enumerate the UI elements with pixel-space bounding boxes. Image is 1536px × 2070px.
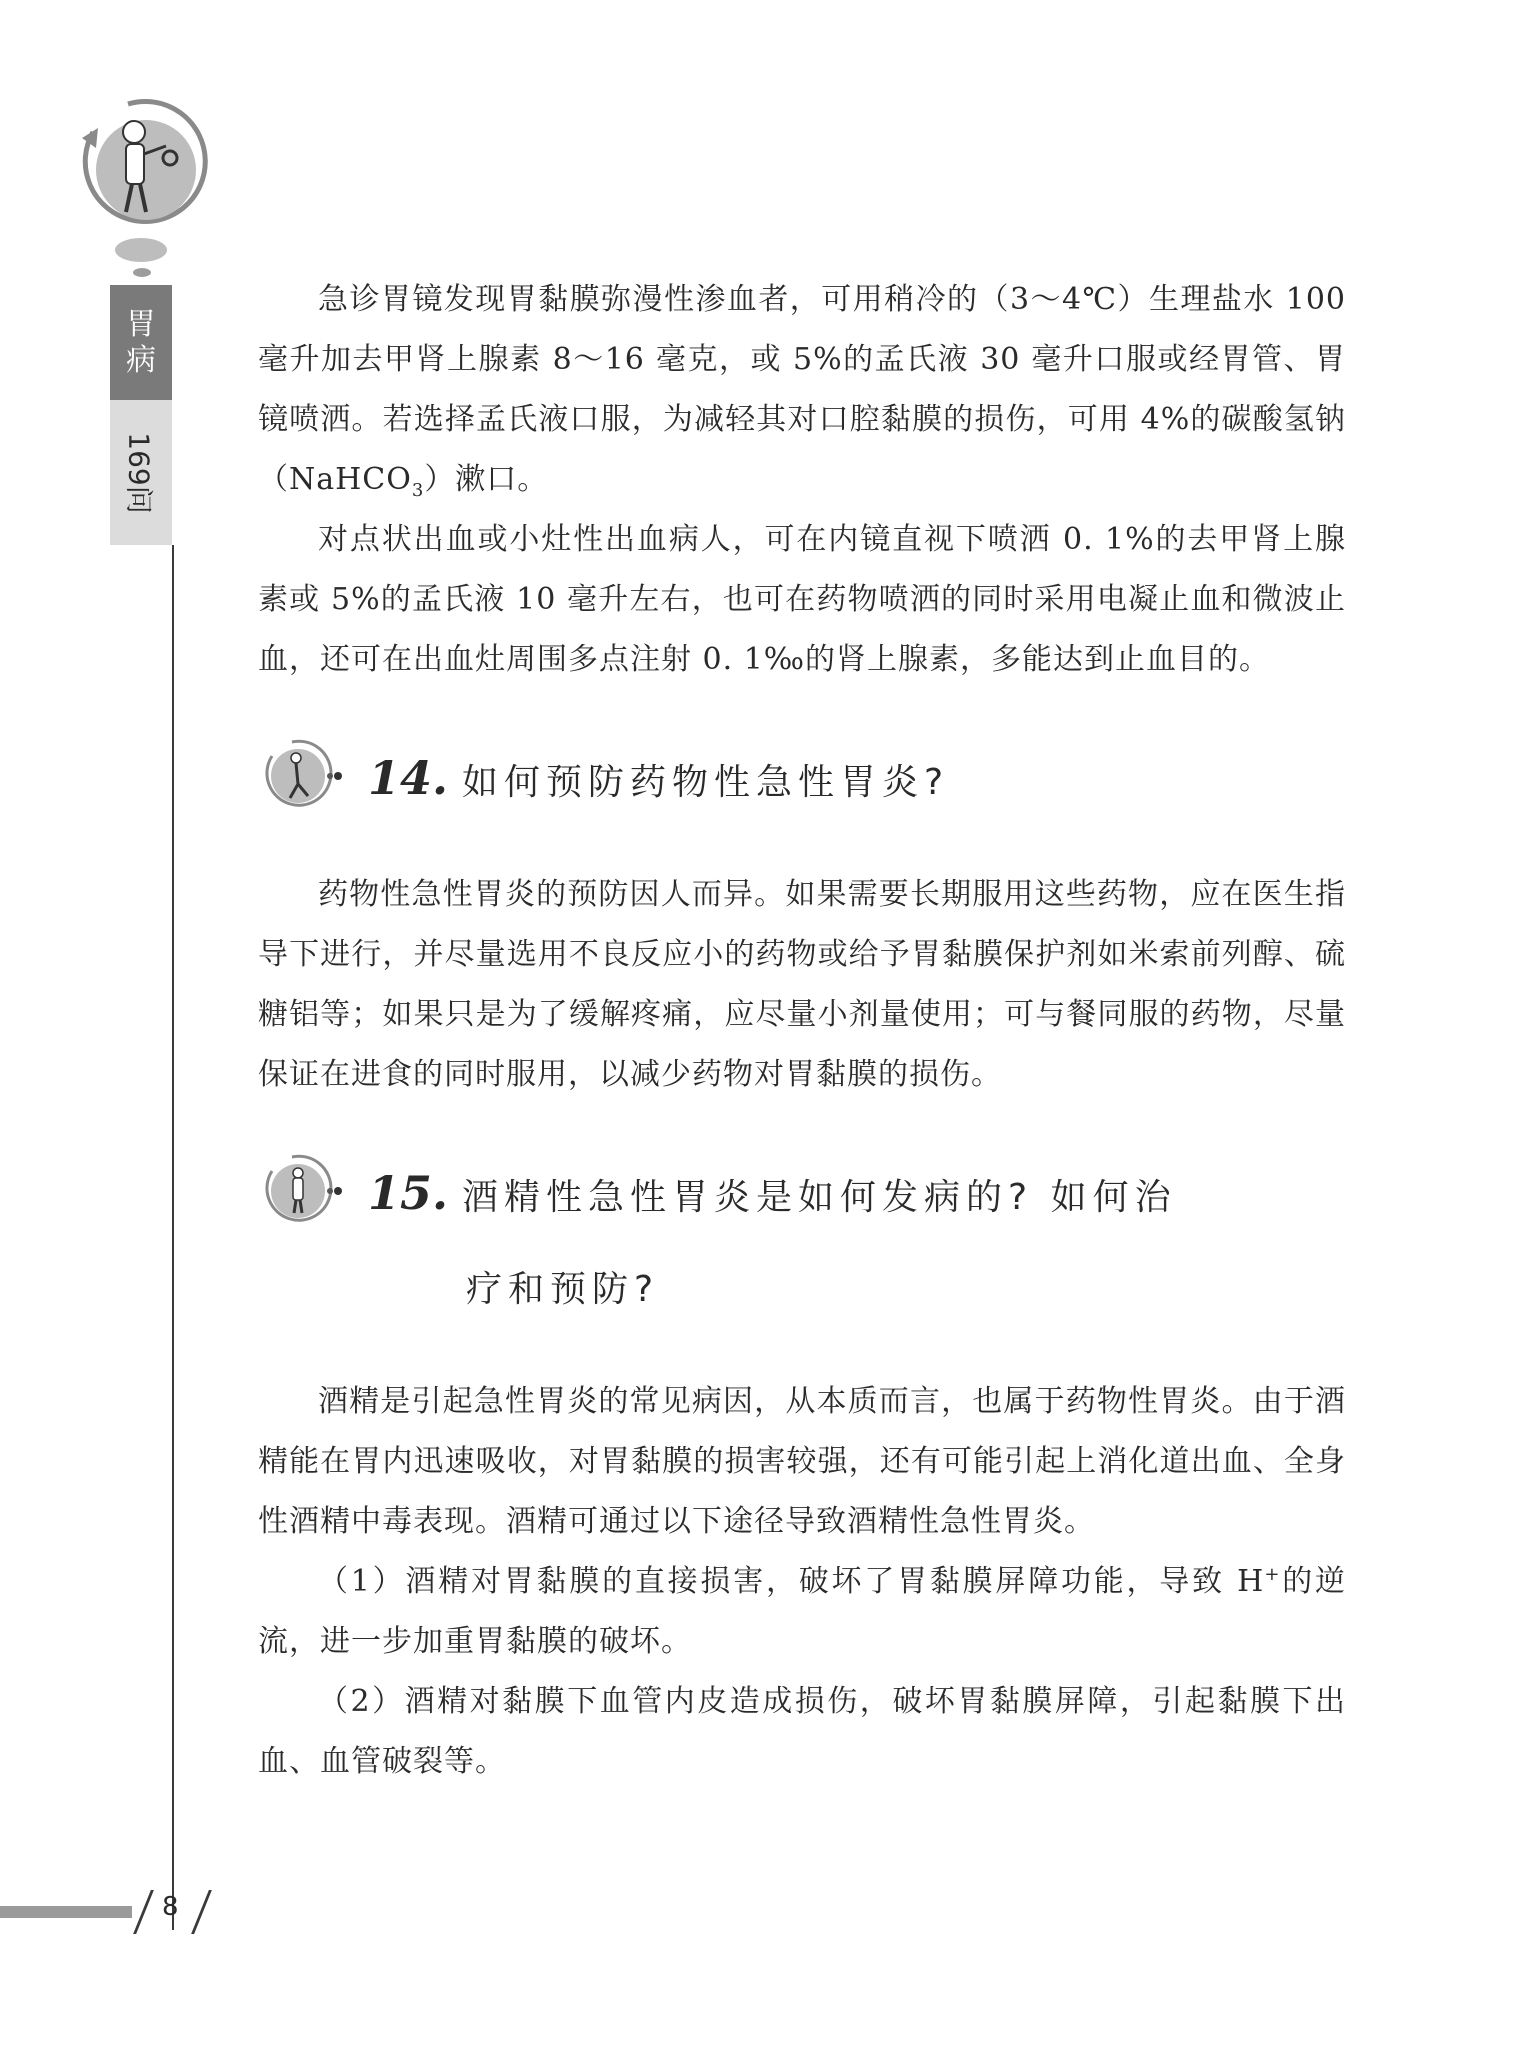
section-heading-15 [258, 1147, 1346, 1336]
book-title-bottom: 病 [126, 342, 156, 378]
body-paragraph: 酒精是引起急性胃炎的常见病因，从本质而言，也属于药物性胃炎。由于酒精能在胃内迅速吸收，对胃黏膜的损害较强，还有可能引起上消化道出血、全身性酒精中毒表现。酒精可通过以下途径导致酒精性急性胃炎。 [258, 1384, 1346, 1539]
footer-slash-right [191, 1890, 212, 1934]
book-title-tab [110, 285, 172, 400]
standing-figure-icon [258, 1149, 344, 1235]
decorative-dot [115, 238, 167, 262]
section-title-line1: 酒精性急性胃炎是如何发病的? 如何治 [462, 1177, 1177, 1218]
section-title: 如何预防药物性急性胃炎? [462, 762, 950, 803]
book-title-top: 胃 [126, 306, 156, 342]
book-subtitle-tab [110, 400, 172, 545]
body-paragraph: 对点状出血或小灶性出血病人，可在内镜直视下喷洒 0. 1%的去甲肾上腺素或 5%的孟氏液 10 毫升左右，也可在药物喷洒的同时采用电凝止血和微波止血，还可在出血灶周围多点注射 0. 1‰的肾上腺素，多能达到止血目的。 [258, 522, 1346, 677]
book-subtitle: 169问 [123, 431, 157, 514]
cartoon-doctor-logo [68, 92, 218, 242]
margin-rule [172, 545, 174, 1930]
section-number: 15. [368, 1166, 449, 1220]
page-body [258, 270, 1346, 1792]
section-number: 14. [368, 751, 449, 805]
page-number: 8 [162, 1892, 179, 1922]
body-paragraph: 药物性急性胃炎的预防因人而异。如果需要长期服用这些药物，应在医生指导下进行，并尽量选用不良反应小的药物或给予胃黏膜保护剂如米索前列醇、硫糖铝等；如果只是为了缓解疼痛，应尽量小剂量使用；可与餐同服的药物，尽量保证在进食的同时服用，以减少药物对胃黏膜的损伤。 [258, 877, 1346, 1092]
footer-bar [0, 1906, 132, 1918]
section-title-line2: 疗和预防? [466, 1269, 660, 1310]
section-heading-14 [258, 732, 1346, 829]
decorative-dot-small [133, 268, 151, 277]
footer-slash-left [133, 1890, 154, 1934]
running-figure-icon [258, 734, 344, 820]
body-paragraph: （2）酒精对黏膜下血管内皮造成损伤，破坏胃黏膜屏障，引起黏膜下出血、血管破裂等。 [258, 1684, 1346, 1779]
body-paragraph: （1）酒精对胃黏膜的直接损害，破坏了胃黏膜屏障功能，导致 H+的逆流，进一步加重胃黏膜的破坏。 [258, 1564, 1346, 1659]
body-paragraph: 急诊胃镜发现胃黏膜弥漫性渗血者，可用稍冷的（3～4℃）生理盐水 100 毫升加去甲肾上腺素 8～16 毫克，或 5%的孟氏液 30 毫升口服或经胃管、胃镜喷洒。若选择孟氏液口服，为减轻其对口腔黏膜的损伤，可用 4%的碳酸氢钠（NaHCO$_3$）漱口。 [258, 282, 1346, 501]
